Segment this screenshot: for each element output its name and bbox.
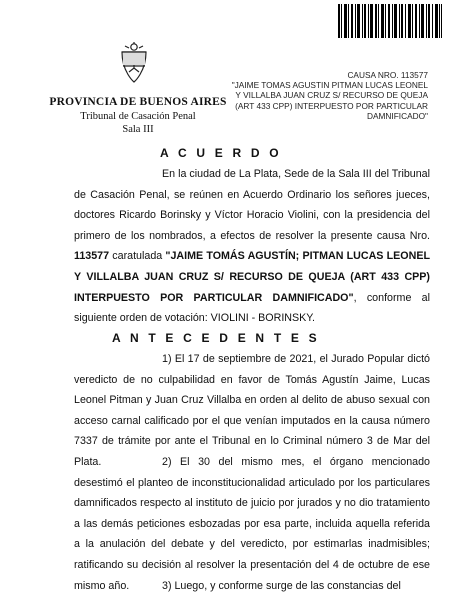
antecedentes-heading: A N T E C E D E N T E S xyxy=(112,331,320,345)
case-reference-line: (ART 433 CPP) INTERPUESTO POR PARTICULAR xyxy=(235,100,428,111)
chamber-name: Sala III xyxy=(122,124,154,135)
antecedentes-paragraph-2: 2) El 30 del mismo mes, el órgano mencionado desestimó el planteo de inconstitucionalidad articulado por los particulares damnificados respecto al instituto de juicio por jurados y no dio tratamiento a las demás peticiones esbozadas por esa parte, incluida aquella referida a la anulación del debate y del veredicto, por estimarlas inadmisibles; ratificando su decisión al resolver la presentación del 4 de octubre de ese mismo año. xyxy=(74,456,430,592)
barcode xyxy=(338,4,442,38)
case-reference xyxy=(198,70,428,121)
court-name: Tribunal de Casación Penal xyxy=(80,111,196,122)
acuerdo-heading: A C U E R D O xyxy=(160,146,282,160)
case-number: 113577 xyxy=(74,250,110,263)
acuerdo-text: En la ciudad de La Plata, Sede de la Sala III del Tribunal de Casación Penal, se reúnen en Acuerdo Ordinario los señores jueces, doctores Ricardo Borinsky y Víctor Horacio Violini, con la presidencia del primero de los nombrados, a efectos de resolver la presente causa Nro. xyxy=(74,168,430,242)
acuerdo-text-end: , conforme al siguiente orden de votación: VIOLINI - BORINSKY. xyxy=(74,291,430,325)
acuerdo-paragraph xyxy=(74,164,430,329)
province-coat-of-arms-icon xyxy=(117,42,151,86)
case-title: "JAIME TOMÁS AGUSTÍN; PITMAN LUCAS LEONEL Y VILLALBA JUAN CRUZ S/ RECURSO DE QUEJA (ART 433 CPP) INTERPUESTO POR PARTICULAR DAMNIFICADO" xyxy=(74,250,430,304)
case-reference-line: DAMNIFICADO" xyxy=(366,110,428,121)
case-reference-line: CAUSA NRO. 113577 xyxy=(347,70,428,80)
antecedentes-paragraph-1: 1) El 17 de septiembre de 2021, el Jurado Popular dictó veredicto de no culpabilidad en favor de Tomás Agustín Jaime, Lucas Leonel Pitman y Juan Cruz Villalba en orden al delito de abuso sexual con acceso carnal calificado por el que venían imputados en la causa número 7337 de trámite por ante el Tribunal en lo Criminal número 3 de Mar del Plata. xyxy=(74,353,430,468)
province-name: PROVINCIA DE BUENOS AIRES xyxy=(49,96,227,108)
case-reference-line: Y VILLALBA JUAN CRUZ S/ RECURSO DE QUEJA xyxy=(235,90,428,101)
antecedentes-paragraph-3: 3) Luego, y conforme surge de las constancias del xyxy=(162,580,401,592)
caratulada-text: caratulada xyxy=(109,250,166,263)
case-reference-line: "JAIME TOMAS AGUSTIN PITMAN LUCAS LEONEL xyxy=(231,80,428,91)
